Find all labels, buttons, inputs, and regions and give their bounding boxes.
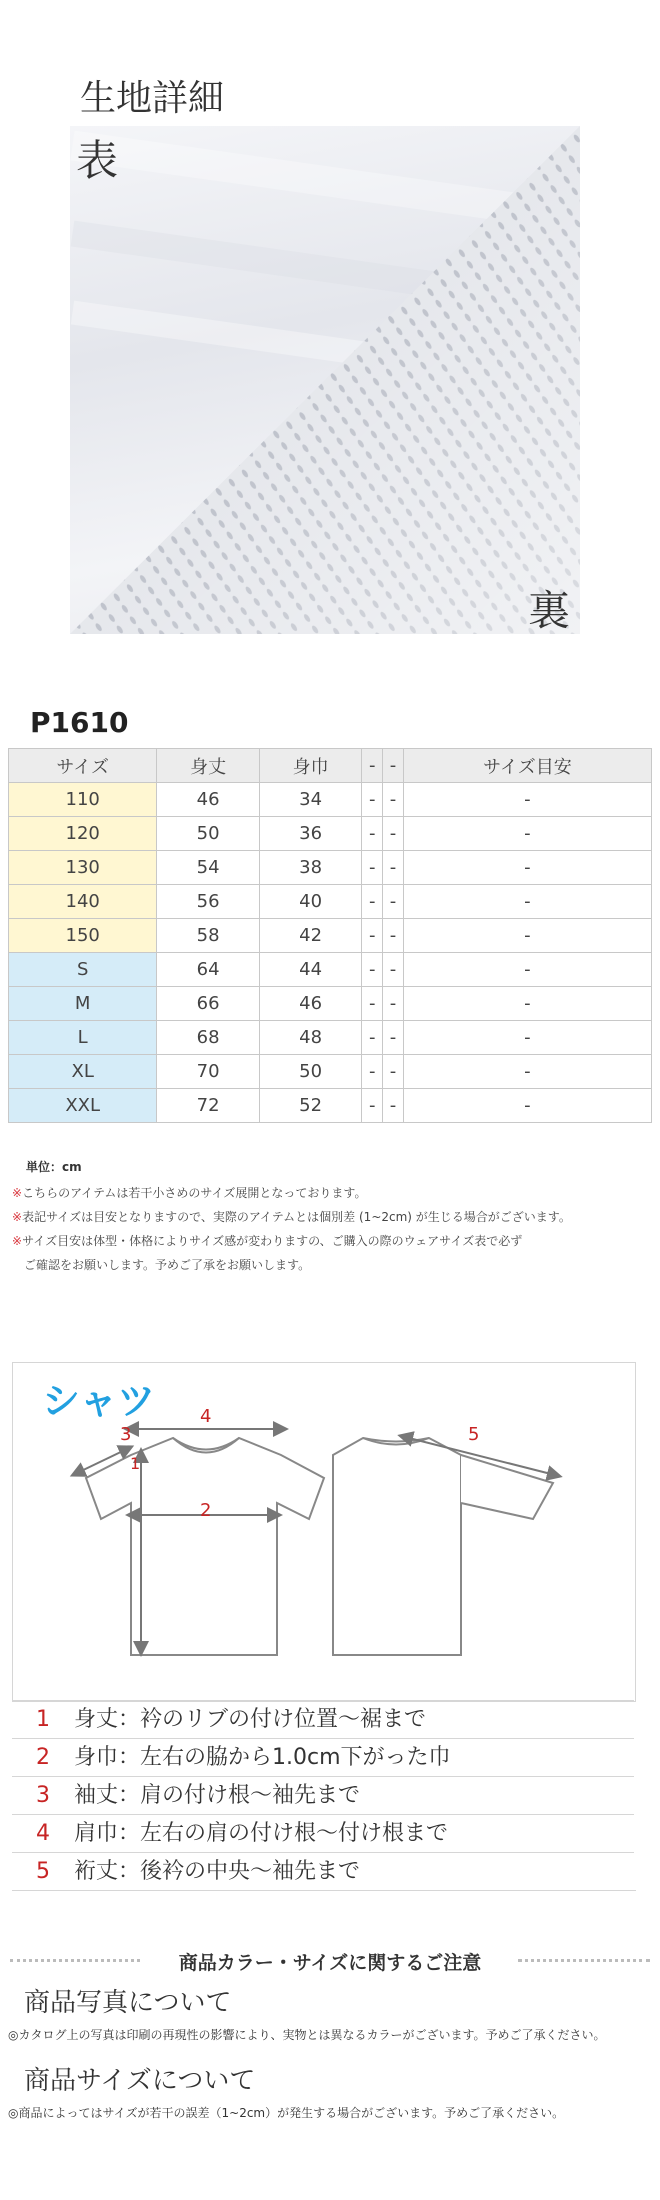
cell-size-guide: - (403, 953, 651, 987)
cell-length: 50 (157, 817, 259, 851)
measurement-row (12, 1776, 634, 1815)
cell-length: 68 (157, 1021, 259, 1055)
cell-size-guide: - (403, 783, 651, 817)
note-text: サイズ目安は体型・体格によりサイズ感が変わりますの、ご購入の際のウェアサイズ表で必ず (22, 1234, 523, 1248)
cell-length: 66 (157, 987, 259, 1021)
table-header-row (9, 749, 652, 783)
cell-blank-1: - (362, 817, 383, 851)
cell-length: 72 (157, 1089, 259, 1123)
cell-width: 38 (259, 851, 361, 885)
cell-length: 46 (157, 783, 259, 817)
cell-size: M (9, 987, 157, 1021)
cell-size: XXL (9, 1089, 157, 1123)
cell-length: 54 (157, 851, 259, 885)
size-section-title: 商品サイズについて (24, 2066, 256, 2096)
note-mark: ※ (12, 1234, 23, 1248)
size-section-text: ◎商品によってはサイズが若干の誤差（1~2cm）が発生する場合がございます。予めご了承ください。 (8, 2106, 565, 2120)
cell-blank-2: - (383, 1089, 404, 1123)
cell-size: 130 (9, 851, 157, 885)
measurement-text: 肩巾：左右の肩の付け根～付け根まで (74, 1821, 449, 1846)
cell-size-guide: - (403, 1021, 651, 1055)
cell-width: 36 (259, 817, 361, 851)
note-2 (12, 1208, 571, 1225)
diagram-label-1: 1 (130, 1454, 141, 1473)
cell-size: XL (9, 1055, 157, 1089)
cell-size-guide: - (403, 919, 651, 953)
fabric-detail-title: 生地詳細 (80, 78, 225, 119)
header-blank-2: - (383, 749, 404, 783)
note-3 (12, 1232, 522, 1249)
cell-width: 50 (259, 1055, 361, 1089)
table-row (9, 885, 652, 919)
fabric-photo (70, 126, 580, 634)
size-table (8, 748, 652, 1123)
cell-width: 48 (259, 1021, 361, 1055)
cell-blank-1: - (362, 851, 383, 885)
measurement-row (12, 1852, 634, 1891)
shirt-front-outline (86, 1438, 324, 1655)
cell-blank-2: - (383, 817, 404, 851)
cell-blank-2: - (383, 919, 404, 953)
photo-section-title: 商品写真について (24, 1988, 232, 2018)
cell-blank-2: - (383, 885, 404, 919)
cell-length: 58 (157, 919, 259, 953)
cell-length: 56 (157, 885, 259, 919)
header-size-guide: サイズ目安 (403, 749, 651, 783)
diagram-label-4: 4 (200, 1406, 212, 1427)
cell-length: 70 (157, 1055, 259, 1089)
fabric-back-label: 裏 (528, 586, 571, 635)
cell-width: 44 (259, 953, 361, 987)
photo-section-text: ◎カタログ上の写真は印刷の再現性の影響により、実物とは異なるカラーがございます。予めご了承ください。 (8, 2028, 606, 2042)
note-text: 表記サイズは目安となりますので、実際のアイテムとは個別差 (1~2cm) が生じる場合がございます。 (22, 1210, 571, 1224)
cell-blank-1: - (362, 1055, 383, 1089)
diagram-label-3: 3 (120, 1424, 132, 1445)
cell-size: 110 (9, 783, 157, 817)
measurement-row (12, 1738, 634, 1777)
cell-width: 40 (259, 885, 361, 919)
cell-size-guide: - (403, 851, 651, 885)
cell-size: S (9, 953, 157, 987)
measurement-row (12, 1814, 634, 1853)
table-row (9, 1021, 652, 1055)
diagram-label-2: 2 (200, 1500, 212, 1521)
cell-blank-2: - (383, 987, 404, 1021)
cell-blank-2: - (383, 851, 404, 885)
cell-width: 46 (259, 987, 361, 1021)
cell-blank-2: - (383, 783, 404, 817)
shirt-back-sleeve (461, 1455, 553, 1519)
measurement-number: 2 (36, 1745, 50, 1770)
measurement-text: 袖丈：肩の付け根～袖先まで (74, 1783, 361, 1808)
cell-blank-2: - (383, 953, 404, 987)
fabric-front-label: 表 (76, 136, 119, 185)
cell-blank-1: - (362, 953, 383, 987)
table-row (9, 1055, 652, 1089)
note-mark: ※ (12, 1210, 23, 1224)
cell-blank-2: - (383, 1055, 404, 1089)
measurement-number: 5 (36, 1859, 50, 1884)
table-row (9, 783, 652, 817)
measurement-number: 3 (36, 1783, 50, 1808)
cell-size: L (9, 1021, 157, 1055)
table-row (9, 1089, 652, 1123)
measurement-list-bottom-border (12, 1890, 636, 1891)
note-mark: ※ (12, 1186, 23, 1200)
cell-blank-2: - (383, 1021, 404, 1055)
cell-size-guide: - (403, 1055, 651, 1089)
cell-blank-1: - (362, 987, 383, 1021)
table-row (9, 919, 652, 953)
note-1 (12, 1184, 366, 1201)
note-text: ご確認をお願いします。予めご了承をお願いします。 (24, 1258, 311, 1272)
table-row (9, 851, 652, 885)
note-text: こちらのアイテムは若干小さめのサイズ展開となっております。 (22, 1186, 367, 1200)
table-row (9, 987, 652, 1021)
cell-blank-1: - (362, 783, 383, 817)
cell-length: 64 (157, 953, 259, 987)
fabric-texture (70, 126, 580, 634)
shirt-back-outline (333, 1438, 461, 1655)
cell-size: 150 (9, 919, 157, 953)
measurement-number: 1 (36, 1707, 50, 1732)
cell-size: 120 (9, 817, 157, 851)
cell-size-guide: - (403, 987, 651, 1021)
cell-size: 140 (9, 885, 157, 919)
header-blank-1: - (362, 749, 383, 783)
cell-size-guide: - (403, 1089, 651, 1123)
diagram-label-5: 5 (468, 1424, 480, 1445)
table-row (9, 817, 652, 851)
cell-width: 34 (259, 783, 361, 817)
cell-size-guide: - (403, 885, 651, 919)
cell-width: 52 (259, 1089, 361, 1123)
cell-blank-1: - (362, 919, 383, 953)
caution-title: 商品カラー・サイズに関するご注意 (178, 1952, 482, 1974)
cell-blank-1: - (362, 1089, 383, 1123)
measurement-text: 裄丈：後衿の中央～袖先まで (74, 1859, 361, 1884)
note-4 (24, 1256, 310, 1273)
header-width: 身巾 (259, 749, 361, 783)
model-code: P1610 (30, 706, 129, 739)
cell-blank-1: - (362, 885, 383, 919)
unit-label: 単位：cm (26, 1160, 82, 1174)
measurement-text: 身巾：左右の脇から1.0cm下がった巾 (74, 1745, 451, 1770)
measurement-text: 身丈：衿のリブの付け位置～裾まで (74, 1707, 427, 1732)
cell-width: 42 (259, 919, 361, 953)
shirt-diagram-title: シャツ (42, 1379, 156, 1423)
cell-size-guide: - (403, 817, 651, 851)
cell-blank-1: - (362, 1021, 383, 1055)
measurement-row (12, 1700, 634, 1739)
measurement-number: 4 (36, 1821, 50, 1846)
table-row (9, 953, 652, 987)
header-length: 身丈 (157, 749, 259, 783)
header-size: サイズ (9, 749, 157, 783)
